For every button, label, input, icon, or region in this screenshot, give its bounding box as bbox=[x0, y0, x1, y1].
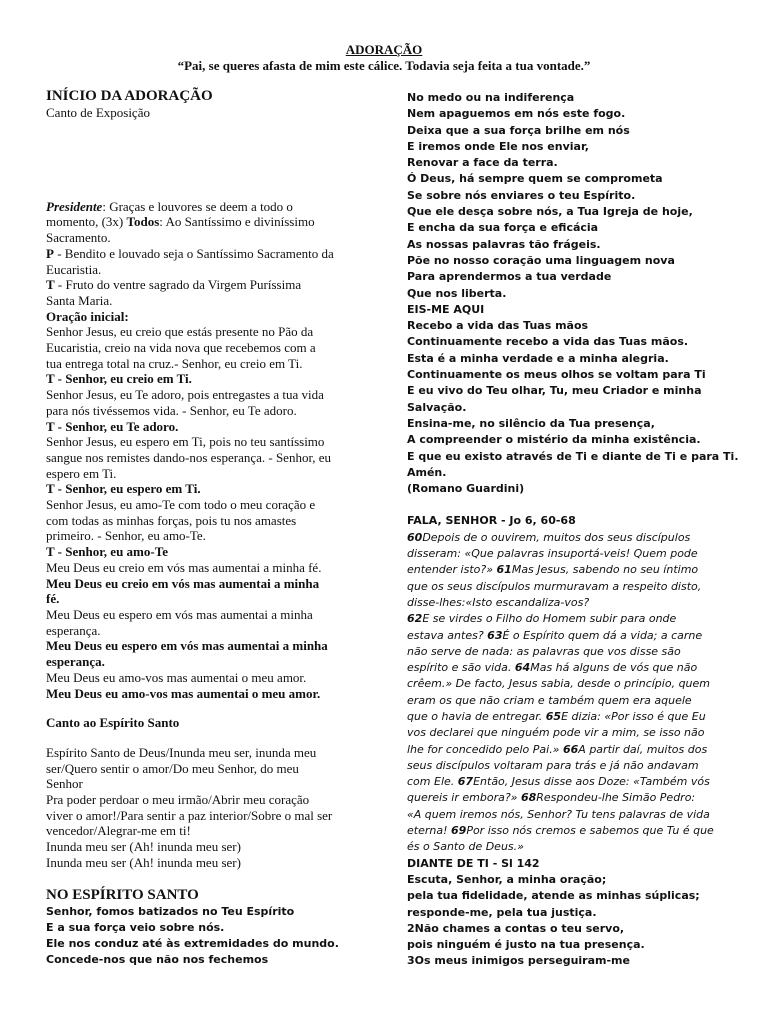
text-line: Recebo a vida das Tuas mãos bbox=[407, 319, 589, 333]
text-line: Meu Deus eu amo-vos mas aumentai o meu amor. bbox=[46, 669, 307, 685]
verse-number: 61 bbox=[496, 563, 512, 577]
document-subtitle: “Pai, se queres afasta de mim este cálice. Todavia seja feita a tua vontade.” bbox=[177, 58, 591, 73]
gospel-line: vos declarei que ninguém pode vir a mim, se isso não bbox=[407, 726, 705, 740]
gospel-line: crêem.» De facto, Jesus sabia, desde o princípio, quem bbox=[407, 677, 711, 691]
gospel-line: és o Santo de Deus.» bbox=[407, 840, 524, 854]
text-line: Meu Deus eu espero em vós mas aumentai a minha bbox=[46, 606, 313, 622]
t-line: T - Fruto do ventre sagrado da Virgem Puríssima bbox=[46, 277, 302, 293]
verse-number: 69 bbox=[451, 824, 467, 838]
gospel-line: com Ele. 67Então, Jesus disse aos Doze: «Também vós bbox=[407, 775, 710, 789]
verse-number: 65 bbox=[545, 709, 562, 723]
text-line: As nossas palavras tão frágeis. bbox=[407, 237, 601, 251]
text-line: Senhor Jesus, eu amo-Te com todo o meu coração e bbox=[46, 497, 316, 513]
section-heading-diante-de-ti: DIANTE DE TI - Sl 142 bbox=[407, 856, 540, 870]
text-line: Ó Deus, há sempre quem se comprometa bbox=[407, 172, 663, 186]
document-title: ADORAÇÃO bbox=[345, 42, 423, 57]
text-line: No medo ou na indiferença bbox=[407, 91, 575, 104]
text-line: Se sobre nós enviares o teu Espírito. bbox=[407, 188, 636, 202]
text-line: sangue nos remistes dando-nos esperança. - Senhor, eu bbox=[46, 449, 332, 465]
canto-exposicao-label: Canto de Exposição bbox=[46, 105, 150, 120]
response-line: Meu Deus eu creio em vós mas aumentai a minha bbox=[46, 575, 320, 591]
response-line: Meu Deus eu espero em vós mas aumentai a minha bbox=[46, 638, 328, 654]
gospel-line: eram os que não criam e também quem era aquele bbox=[407, 693, 692, 707]
psalm-line: 2Não chames a contas o teu servo, bbox=[407, 921, 625, 935]
verse-number: 66 bbox=[562, 742, 579, 756]
gospel-line: que os seus discípulos murmuravam a respeito disto, bbox=[407, 579, 702, 593]
right-column bbox=[407, 90, 739, 970]
verse-number: 67 bbox=[457, 775, 474, 789]
text-line: E que eu existo através de Ti e diante de Ti e para Ti. bbox=[407, 449, 739, 463]
response-line: esperança. bbox=[46, 654, 105, 670]
gospel-line: quereis ir embora?» 68Respondeu-lhe Simão Pedro: bbox=[407, 791, 696, 805]
gospel-line: lhe for concedido pelo Pai.» 66A partir daí, muitos dos bbox=[407, 742, 708, 756]
text-line: tua entrega total na cruz.- Senhor, eu creio em Ti. bbox=[46, 355, 303, 371]
text-line: vencedor/Alegrar-me em ti! bbox=[46, 823, 191, 839]
text-line: E a sua força veio sobre nós. bbox=[46, 920, 225, 934]
text-line: Põe no nosso coração uma linguagem nova bbox=[407, 253, 675, 267]
text-line: Deixa que a sua força brilhe em nós bbox=[407, 123, 630, 137]
text-line: para nós tivéssemos vida. - Senhor, eu Te adoro. bbox=[46, 402, 297, 418]
text-line: Eucaristia, creio na vida nova que recebemos com a bbox=[46, 340, 316, 356]
gospel-line: espírito e são vida. 64Mas há alguns de vós que não bbox=[407, 661, 698, 675]
text-line: Que nos liberta. bbox=[407, 286, 507, 300]
gospel-line: que o havia de entregar. 65E dizia: «Por isso é que Eu bbox=[407, 709, 706, 723]
section-heading-no-espirito: NO ESPÍRITO SANTO bbox=[46, 886, 199, 903]
text-line: Senhor Jesus, eu espero em Ti, pois no teu santíssimo bbox=[46, 434, 325, 450]
text-line: Que ele desça sobre nós, a Tua Igreja de hoje, bbox=[407, 205, 693, 219]
response-line: Meu Deus eu amo-vos mas aumentai o meu amor. bbox=[46, 685, 321, 701]
t-label: T bbox=[46, 277, 55, 293]
gospel-line: seus discípulos voltaram para trás e já não andavam bbox=[407, 758, 699, 772]
presidente-label: Presidente bbox=[46, 198, 103, 214]
gospel-line: entender isto?» 61Mas Jesus, sabendo no seu íntimo bbox=[407, 563, 699, 577]
verse-number: 68 bbox=[520, 791, 537, 805]
text-line: Concede-nos que não nos fechemos bbox=[46, 952, 269, 966]
text-line: Inunda meu ser (Ah! inunda meu ser) bbox=[46, 839, 241, 855]
response-line: fé. bbox=[46, 591, 60, 607]
gospel-line: disse-lhes:«Isto escandaliza-vos? bbox=[407, 595, 590, 609]
text-line: Senhor Jesus, eu Te adoro, pois entregastes a tua vida bbox=[46, 387, 324, 403]
text-line: Esta é a minha verdade e a minha alegria. bbox=[407, 351, 669, 365]
text-line: Amén. bbox=[407, 465, 447, 479]
text-line: com todas as minhas forças, pois tu nos amastes bbox=[46, 512, 297, 528]
gospel-line: «A quem iremos nós, Senhor? Tu tens palavras de vida bbox=[407, 807, 710, 821]
section-heading-inicio: INÍCIO DA ADORAÇÃO bbox=[46, 88, 213, 104]
section-heading-fala-senhor: FALA, SENHOR - Jo 6, 60-68 bbox=[407, 514, 576, 528]
gospel-line: disseram: «Que palavras insuportá-veis! Quem pode bbox=[407, 547, 698, 561]
text-line: Pra poder perdoar o meu irmão/Abrir meu coração bbox=[46, 792, 310, 808]
text-line: viver o amor!/Para sentir a paz interior/Sobre o mal ser bbox=[46, 807, 333, 823]
text-line: esperança. bbox=[46, 622, 101, 638]
text-line: Para aprendermos a tua verdade bbox=[407, 270, 612, 284]
gospel-line: 60Depois de o ouvirem, muitos dos seus discípulos bbox=[407, 530, 691, 544]
text-line: Espírito Santo de Deus/Inunda meu ser, inunda meu bbox=[46, 744, 317, 760]
text-line: primeiro. - Senhor, eu amo-Te. bbox=[46, 528, 206, 544]
text-line: Salvação. bbox=[407, 400, 467, 414]
text-line: Continuamente os meus olhos se voltam para Ti bbox=[407, 368, 706, 382]
gospel-line: não serve de nada: as palavras que vos disse são bbox=[407, 644, 681, 658]
text-line: Meu Deus eu creio em vós mas aumentai a minha fé. bbox=[46, 559, 322, 575]
presidente-line-2: momento, (3x) Todos: Ao Santíssimo e diviníssimo bbox=[46, 214, 315, 230]
text-line: E encha da sua força e eficácia bbox=[407, 221, 599, 235]
gospel-line: eterna! 69Por isso nós cremos e sabemos que Tu é que bbox=[407, 824, 714, 838]
todos-label: Todos bbox=[126, 214, 160, 230]
text-line: Senhor bbox=[46, 776, 83, 792]
p-label: P bbox=[46, 245, 54, 261]
response-line: T - Senhor, eu creio em Ti. bbox=[46, 371, 192, 387]
text-line: Renovar a face da terra. bbox=[407, 156, 558, 170]
section-heading-eis-me-aqui: EIS-ME AQUI bbox=[407, 302, 485, 316]
gospel-line: estava antes? 63É o Espírito quem dá a vida; a carne bbox=[407, 628, 703, 642]
psalm-line: pois ninguém é justo na tua presença. bbox=[407, 938, 645, 952]
canto-espirito-heading: Canto ao Espírito Santo bbox=[46, 715, 180, 731]
verse-number: 64 bbox=[514, 661, 531, 675]
p-line: P - Bendito e louvado seja o Santíssimo Sacramento da bbox=[46, 245, 334, 261]
text-line: Senhor Jesus, eu creio que estás presente no Pão da bbox=[46, 324, 314, 340]
left-column bbox=[46, 88, 368, 968]
gospel-line: 62E se virdes o Filho do Homem subir para onde bbox=[407, 612, 677, 626]
text-line: E eu vivo do Teu olhar, Tu, meu Criador e minha bbox=[407, 384, 702, 398]
psalm-line: 3Os meus inimigos perseguiram-me bbox=[407, 954, 630, 968]
presidente-line: Presidente: Graças e louvores se deem a todo o bbox=[46, 198, 293, 214]
response-line: T - Senhor, eu Te adoro. bbox=[46, 418, 179, 434]
text-line: Nem apaguemos em nós este fogo. bbox=[407, 107, 626, 121]
text-line: Santa Maria. bbox=[46, 292, 113, 308]
psalm-line: responde-me, pela tua justiça. bbox=[407, 905, 597, 919]
response-line: T - Senhor, eu espero em Ti. bbox=[46, 481, 201, 497]
text-line: Continuamente recebo a vida das Tuas mãos. bbox=[407, 335, 689, 349]
text-line: A compreender o mistério da minha existência. bbox=[407, 433, 701, 447]
text-line: Eucaristia. bbox=[46, 261, 102, 277]
response-line: T - Senhor, eu amo-Te bbox=[46, 544, 168, 560]
text-line: Ele nos conduz até às extremidades do mundo. bbox=[46, 936, 339, 950]
text-line: E iremos onde Ele nos enviar, bbox=[407, 139, 589, 153]
text-line: espero em Ti. bbox=[46, 465, 117, 481]
verse-number: 60 bbox=[407, 530, 423, 544]
text-line: ser/Quero sentir o amor/Do meu Senhor, do meu bbox=[46, 760, 299, 776]
verse-number: 62 bbox=[407, 612, 423, 626]
text-line: Ensina-me, no silêncio da Tua presença, bbox=[407, 416, 655, 430]
verse-number: 63 bbox=[487, 628, 503, 642]
text-line: Inunda meu ser (Ah! inunda meu ser) bbox=[46, 854, 241, 870]
text-line: Sacramento. bbox=[46, 230, 111, 246]
psalm-line: Escuta, Senhor, a minha oração; bbox=[407, 872, 607, 886]
psalm-line: pela tua fidelidade, atende as minhas súplicas; bbox=[407, 889, 700, 903]
text-line: Senhor, fomos batizados no Teu Espírito bbox=[46, 904, 295, 918]
oracao-heading: Oração inicial: bbox=[46, 308, 129, 324]
text-line: (Romano Guardini) bbox=[407, 482, 525, 496]
